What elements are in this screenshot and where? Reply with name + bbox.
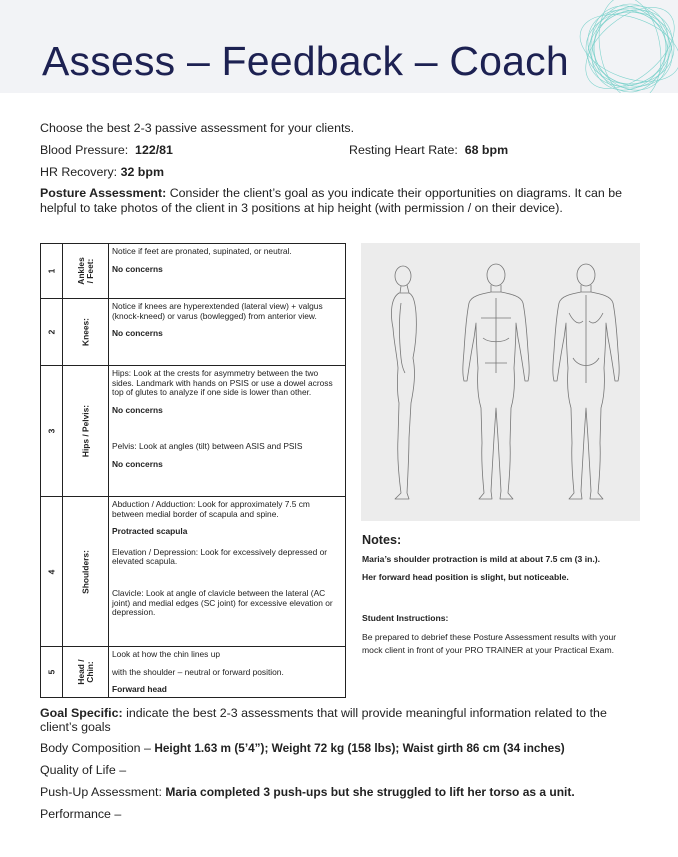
- notes-title: Notes:: [362, 533, 402, 547]
- intro-text: Choose the best 2-3 passive assessment for your clients.: [40, 121, 355, 135]
- row-number: 1: [46, 268, 56, 274]
- hr-recovery: [40, 165, 164, 179]
- row-number: 3: [46, 428, 56, 434]
- posture-assessment-table: [40, 243, 346, 698]
- student-instructions-line-2: mock client in front of your PRO TRAINER at your Practical Exam.: [362, 645, 615, 655]
- row-desc: Look at how the chin lines up: [112, 649, 221, 659]
- hrr-value: 32 bpm: [120, 165, 164, 179]
- row-label-line1: Ankles: [75, 257, 86, 285]
- goal-heading: Goal Specific:: [40, 706, 123, 720]
- body-comp-value: Height 1.63 m (5’4”); Weight 72 kg (158 lbs); Waist girth 86 cm (34 inches): [154, 741, 565, 755]
- hrr-label: HR Recovery:: [40, 165, 118, 179]
- table-row-hips-pelvis: [41, 366, 346, 497]
- bp-value: 122/81: [135, 143, 173, 157]
- bp-label: Blood Pressure:: [40, 143, 129, 157]
- row-desc-3: Clavicle: Look at angle of clavicle between the lateral (AC joint) and medial edges (SC joint) for excessive elevation or depression.: [112, 587, 333, 618]
- row-number: 5: [46, 669, 56, 675]
- row-number: 4: [46, 569, 56, 574]
- quality-of-life: Quality of Life –: [40, 763, 127, 777]
- rhr-value: 68 bpm: [464, 143, 509, 157]
- performance: Performance –: [40, 807, 122, 821]
- row-label-line2: Chin:: [84, 661, 95, 683]
- body-outline-figures: [361, 243, 640, 521]
- front-view-figure: [463, 264, 529, 499]
- goal-specific-paragraph: [40, 706, 640, 734]
- posture-heading: Posture Assessment:: [40, 186, 167, 200]
- posture-figure-diagram: [361, 243, 640, 521]
- row-label-line2: / Feet:: [84, 258, 95, 284]
- row-desc-2: Pelvis: Look at angles (tilt) between ASIS and PSIS: [112, 441, 303, 452]
- student-instructions-title: Student Instructions:: [362, 613, 449, 623]
- row-finding: Protracted scapula: [112, 526, 188, 537]
- student-instructions-line-1: Be prepared to debrief these Posture Assessment results with your: [362, 632, 617, 642]
- notes-line-1: Maria’s shoulder protraction is mild at about 7.5 cm (3 in.).: [362, 554, 600, 564]
- notes-line-2: Her forward head position is slight, but noticeable.: [362, 572, 569, 582]
- body-composition: [40, 741, 565, 755]
- row-desc: Notice if knees are hyperextended (lateral view) + valgus (knock-kneed) or varus (bowlegged) from anterior view.: [112, 301, 323, 321]
- body-comp-label: Body Composition –: [40, 741, 155, 755]
- posture-paragraph: [40, 186, 630, 216]
- row-desc: Abduction / Adduction: Look for approximately 7.5 cm between medial border of scapula and spine.: [112, 499, 310, 519]
- rhr-label: Resting Heart Rate:: [349, 143, 458, 157]
- row-desc: Hips: Look at the crests for asymmetry between the two sides. Landmark with hands on PSIS or use a dowel across top of glutes to analyze if one side is lower than other.: [112, 368, 333, 398]
- row-label: Knees:: [80, 318, 90, 346]
- back-view-figure: [553, 264, 619, 499]
- row-label: [77, 257, 95, 284]
- row-number: 2: [46, 329, 56, 335]
- row-finding: No concerns: [112, 404, 163, 415]
- row-finding-2: No concerns: [112, 458, 163, 469]
- row-label: [77, 659, 95, 684]
- row-desc-2: Elevation / Depression: Look for excessively depressed or elevated scapula.: [112, 546, 328, 567]
- page-header: [0, 0, 678, 93]
- row-label-line1: Head /: [75, 659, 86, 685]
- row-finding: No concerns: [112, 328, 163, 339]
- row-finding: No concerns: [112, 263, 163, 274]
- table-row-head-chin: [41, 647, 346, 698]
- table-row-ankles: [41, 244, 346, 299]
- row-label: Shoulders:: [80, 549, 90, 594]
- pushup-value: Maria completed 3 push-ups but she struggled to lift her torso as a unit.: [165, 785, 575, 799]
- row-desc: Notice if feet are pronated, supinated, or neutral.: [112, 246, 292, 256]
- posture-text: Consider the client’s goal as you indicate their opportunities on diagrams. It can be helpful to take photos of the client in 3 positions at hip height (with permission / on their device).: [40, 186, 622, 215]
- resting-heart-rate: [349, 143, 508, 157]
- pushup-label: Push-Up Assessment:: [40, 785, 166, 799]
- row-label: Hips / Pelvis:: [80, 404, 90, 458]
- table-row-shoulders: [41, 497, 346, 647]
- row-desc-2: with the shoulder – neutral or forward position.: [112, 666, 284, 677]
- push-up-assessment: [40, 785, 575, 799]
- goal-text: indicate the best 2-3 assessments that will provide meaningful information related to the client’s goals: [40, 706, 607, 734]
- page-title: Assess – Feedback – Coach: [42, 38, 569, 84]
- table-row-knees: [41, 299, 346, 366]
- blood-pressure: [40, 143, 173, 157]
- row-finding: Forward head: [112, 684, 167, 695]
- side-view-figure: [391, 266, 416, 499]
- decorative-swirl-logo: [550, 0, 678, 93]
